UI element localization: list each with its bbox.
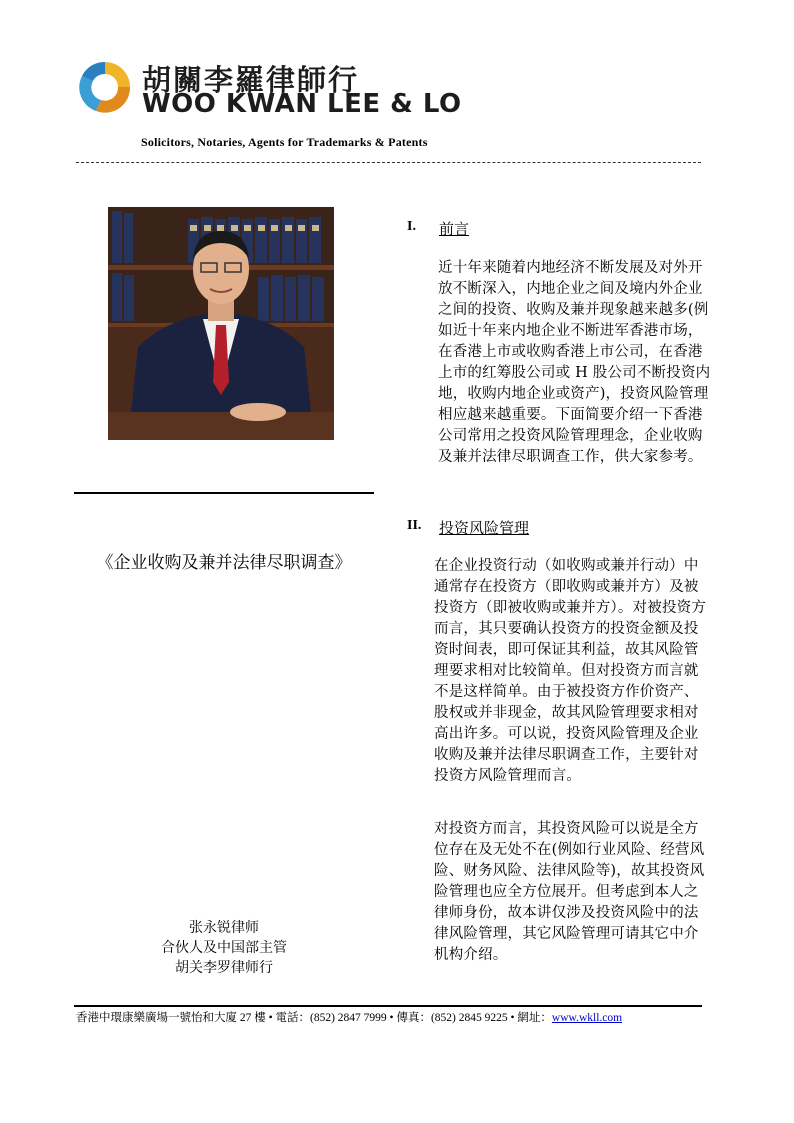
section-number: I.: [407, 219, 416, 234]
author-portrait: [108, 207, 334, 440]
header-divider: [76, 162, 701, 163]
firm-logo-icon: [76, 58, 134, 116]
section-heading: 前言: [439, 220, 470, 238]
section-number: II.: [407, 518, 422, 533]
firm-name-chinese: 胡關李羅律師行: [142, 63, 360, 97]
firm-name-english: WOO KWAN LEE & LO: [142, 89, 462, 119]
author-role: 合伙人及中国部主管: [161, 940, 287, 956]
section-heading: 投资风险管理: [439, 519, 530, 537]
section-paragraph: 近十年来随着内地经济不断发展及对外开放不断深入，内地企业之间及境内外企业之间的投资、收购及兼并现象越来越多(例如近十年来内地企业不断进军香港市场，在香港上市或收购香港上市公司，在香港上市的红筹股公司或 H 股公司不断投资内地，收购内地企业或资产)，投资风险管理相应越来越重要。下面简要介绍一下香港公司常用之投资风险管理理念，企业收购及兼并法律尽职调查工作，供大家参考。: [438, 260, 711, 465]
firm-tagline: Solicitors, Notaries, Agents for Trademarks & Patents: [141, 135, 428, 149]
author-name: 张永锐律师: [189, 920, 259, 936]
footer-contact: [76, 1009, 622, 1025]
footer-address: 香港中環康樂廣場一號怡和大廈 27 樓 • 電話：(852) 2847 7999 • 傳真：(852) 2845 9225 • 網址：: [76, 1012, 552, 1024]
title-divider: [74, 492, 374, 494]
section-paragraph: 对投资方而言，其投资风险可以说是全方位存在及无处不在(例如行业风险、经营风险、财务风险、法律风险等)，故其投资风险管理也应全方位展开。但考虑到本人之律师身份，故本讲仅涉及投资风险中的法律风险管理，其它风险管理可请其它中介机构介绍。: [434, 821, 705, 963]
author-block: [94, 918, 354, 978]
author-firm: 胡关李罗律师行: [175, 960, 273, 976]
website-link[interactable]: www.wkll.com: [551, 1012, 623, 1024]
section-paragraph: 在企业投资行动（如收购或兼并行动）中通常存在投资方（即收购或兼并方）及被投资方（即被收购或兼并方）。对被投资方而言，其只要确认投资方的投资金额及投资时间表，即可保证其利益，故其风险管理要求相对比较简单。但对投资方而言就不是这样简单。由于被投资方作价资产、股权或并非现金，故其风险管理要求相对高出许多。可以说，投资风险管理及企业收购及兼并法律尽职调查工作，主要针对投资方风险管理而言。: [434, 558, 707, 784]
footer-divider: [74, 1005, 702, 1007]
document-title: 《企业收购及兼并法律尽职调查》: [96, 553, 352, 573]
